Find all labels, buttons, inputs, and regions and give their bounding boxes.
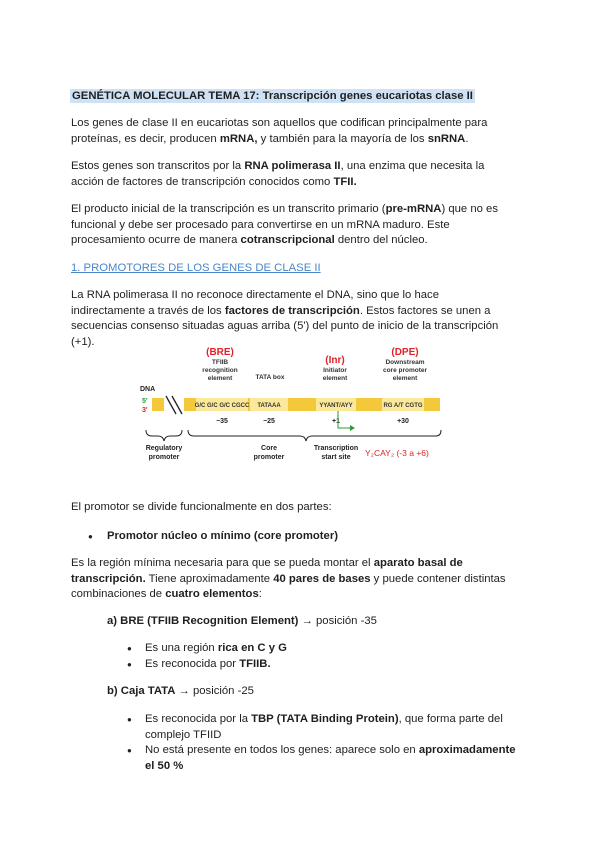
bre-tag: (BRE) — [206, 347, 234, 358]
break-mark-2 — [172, 396, 182, 414]
p6-colon: : — [258, 588, 262, 600]
bre-label-1: TFIIB — [211, 359, 229, 366]
three-prime: 3' — [142, 407, 148, 414]
tss-label-1: Transcription — [313, 445, 359, 452]
p2-text3: acción de factores de transcripción conocidos como — [71, 175, 334, 188]
subsection-tata-title: b) Caja TATA — [107, 685, 176, 697]
five-prime: 5' — [142, 398, 148, 405]
tata-label: TATA box — [255, 374, 285, 381]
p2-rnapol: RNA polimerasa II — [244, 160, 341, 172]
dpe-label-2: core promoter — [382, 367, 428, 374]
p3-line2: funcional y debe ser procesado para convertirse en un mRNA maduro. Este — [71, 218, 450, 231]
p3-premrna: pre-mRNA — [385, 203, 442, 215]
tata-b1-tbp: TBP (TATA Binding Protein) — [251, 713, 399, 725]
pos-tata: −25 — [263, 418, 275, 425]
tata-b1-text3: complejo TFIID — [145, 728, 222, 741]
tata-b2-bold: aproximadamente — [418, 744, 516, 756]
pos-dpe: +30 — [397, 418, 409, 425]
bre-b2-text: Es reconocida por — [145, 658, 240, 670]
regulatory-brace — [146, 430, 182, 441]
bullet-dot: ● — [127, 746, 132, 755]
promoter-diagram — [136, 346, 446, 464]
handwritten-note: Y₂CAY₂ (-3 a +6) — [365, 448, 429, 458]
p6-transcripcion: transcripción. — [71, 572, 146, 585]
subsection-tata-position: → posición -25 — [175, 685, 254, 697]
p3-text2: ) que no es — [441, 203, 498, 215]
p1-mrna: mRNA, — [219, 132, 258, 145]
p3-cotrans: cotranscripcional — [240, 234, 335, 246]
section-heading-promotores: 1. PROMOTORES DE LOS GENES DE CLASE II — [71, 262, 321, 274]
p1-line1: Los genes de clase II en eucariotas son aquellos que codifican principalmente para — [71, 117, 488, 129]
tss-label-2: start site — [321, 454, 351, 461]
p3-text4: dentro del núcleo. — [334, 234, 428, 246]
seq-bre: G/C G/C G/C CGCC — [194, 403, 250, 409]
seq-inr: YYANT/AYY — [319, 403, 353, 409]
seq-dpe: RG A/T CGTG — [383, 403, 423, 409]
core-label-1: Core — [261, 445, 277, 452]
p1-period: . — [465, 132, 469, 145]
seq-tata: TATAAA — [257, 403, 281, 409]
bre-b1-text: Es una región — [145, 642, 218, 654]
paragraph-division: El promotor se divide funcionalmente en dos partes: — [71, 501, 332, 513]
break-mark-1 — [166, 396, 176, 414]
p4-line1: La RNA polimerasa II no reconoce directamente el DNA, sino que lo hace — [71, 289, 439, 301]
bre-b2-bold: TFIIB. — [239, 658, 271, 670]
tata-bullet-2 — [145, 743, 527, 774]
p4-factores: factores de transcripción — [224, 304, 360, 317]
paragraph-polymerase — [71, 159, 527, 190]
tata-b1-text2: , que forma parte del — [398, 713, 503, 725]
paragraph-premrna — [71, 202, 527, 249]
p2-text: Estos genes son transcritos por la — [71, 160, 245, 172]
p4-line3: secuencias consenso situadas aguas arriba (5') del punto de inicio de la transcripción — [71, 320, 499, 332]
dna-label: DNA — [140, 386, 156, 393]
p1-text2: y también para la mayoría de los — [257, 132, 428, 145]
page-title: GENÉTICA MOLECULAR TEMA 17: Transcripción genes eucariotas clase II — [72, 90, 473, 102]
p6-text2: Tiene aproximadamente — [145, 572, 274, 585]
bre-label-3: element — [207, 375, 233, 382]
subsection-bre-title: a) BRE (TFIIB Recognition Element) — [107, 615, 299, 627]
p4-text: indirectamente a través de los — [71, 304, 225, 317]
p4-text2: . Estos factores se unen a — [359, 304, 491, 317]
subsection-bre-position: → posición -35 — [298, 615, 377, 627]
p3-text3: procesamiento ocurre de manera — [71, 234, 241, 246]
p6-40pb: 40 pares de bases — [273, 572, 371, 585]
tata-b2-text: No está presente en todos los genes: aparece solo en — [145, 744, 419, 756]
p6-text: Es la región mínima necesaria para que se pueda montar el — [71, 557, 374, 569]
p6-aparato: aparato basal de — [373, 557, 463, 569]
tss-arrowhead — [350, 425, 355, 431]
bre-bullet-1 — [145, 641, 287, 657]
bullet-dot: ● — [127, 660, 132, 669]
pos-bre: −35 — [216, 418, 228, 425]
p4-line4: (+1). — [71, 335, 95, 348]
bullet-dot: ● — [88, 532, 93, 541]
subsection-bre — [107, 614, 377, 630]
bullet-dot: ● — [127, 644, 132, 653]
bullet-core-promoter: Promotor núcleo o mínimo (core promoter) — [107, 530, 338, 542]
core-brace — [188, 430, 441, 441]
inr-label-2: element — [322, 375, 348, 382]
p6-cuatro: cuatro elementos — [165, 588, 259, 600]
bre-b1-bold: rica en C y G — [217, 642, 287, 654]
tata-bullet-1 — [145, 712, 527, 743]
inr-tag: (Inr) — [325, 355, 345, 366]
pos-inr: +1 — [332, 418, 340, 425]
dna-upstream-stub — [152, 398, 164, 411]
paragraph-core-promoter — [71, 556, 527, 603]
p1-text: proteínas, es decir, producen — [71, 132, 220, 145]
dpe-label-1: Downstream — [385, 359, 425, 366]
dpe-label-3: element — [392, 375, 418, 382]
p6-text4: combinaciones de — [71, 588, 166, 600]
dpe-tag: (DPE) — [391, 347, 419, 358]
tata-b1-text: Es reconocida por la — [145, 713, 252, 725]
bre-label-2: recognition — [202, 367, 238, 374]
bullet-dot: ● — [127, 715, 132, 724]
inr-label-1: Initiator — [323, 367, 347, 374]
paragraph-rnapol-ii — [71, 288, 527, 350]
core-label-2: promoter — [253, 454, 285, 461]
p2-tfii: TFII. — [333, 175, 357, 188]
p1-snrna: snRNA — [427, 132, 466, 145]
regulatory-label-2: promoter — [148, 454, 180, 461]
subsection-tata — [107, 684, 254, 700]
p2-text2: , una enzima que necesita la — [340, 160, 485, 172]
bre-bullet-2 — [145, 657, 271, 673]
regulatory-label-1: Regulatory — [145, 445, 183, 452]
paragraph-intro — [71, 116, 527, 147]
p6-text3: y puede contener distintas — [370, 572, 506, 585]
p3-text: El producto inicial de la transcripción es un transcrito primario ( — [71, 203, 386, 215]
tata-b2-bold2: el 50 % — [145, 759, 184, 772]
